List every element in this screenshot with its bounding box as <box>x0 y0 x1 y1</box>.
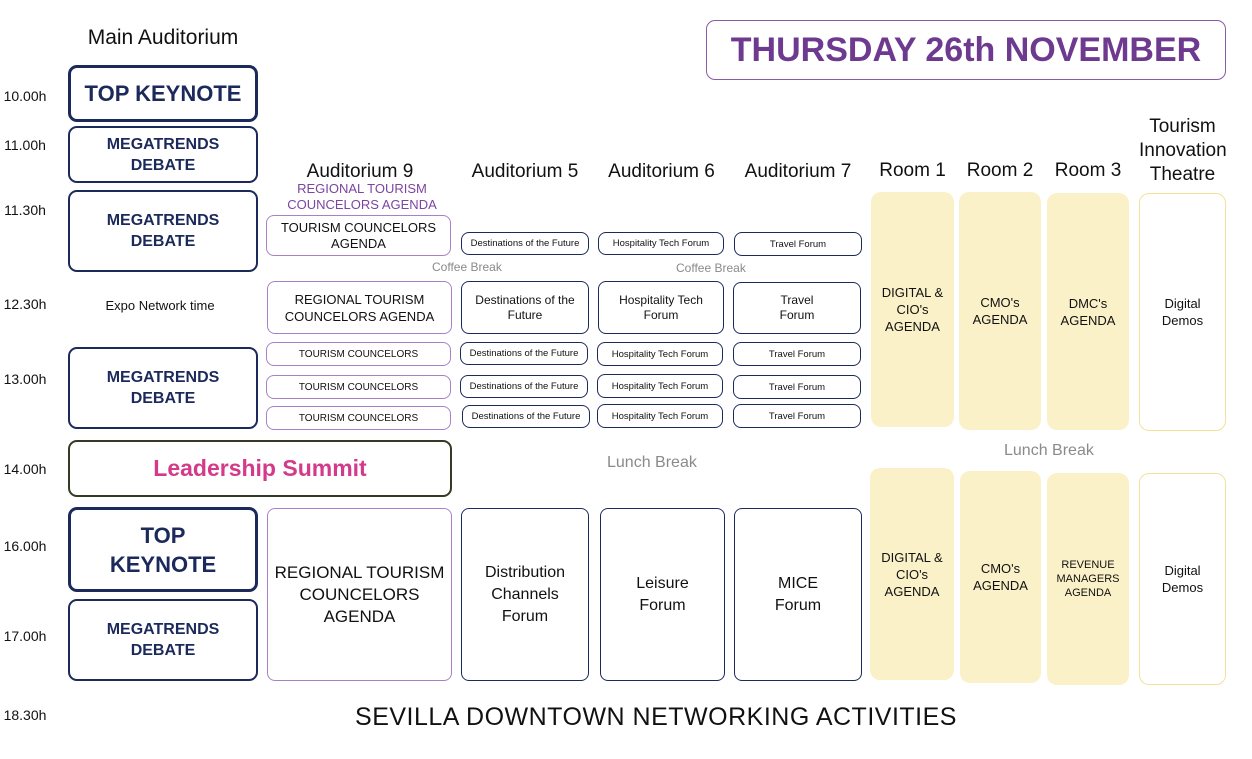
session-label: TOURISM COUNCELORS AGENDA <box>280 219 437 251</box>
session-label: TOURISM COUNCELORS <box>298 381 419 393</box>
session-cmo-agenda[interactable] <box>959 192 1041 430</box>
session-label: Travel Forum <box>779 293 815 322</box>
time-label: 16.00h <box>3 538 47 554</box>
session-tourism-councelors[interactable] <box>266 342 451 366</box>
session-label: TOURISM COUNCELORS <box>298 412 419 424</box>
session-regional-tourism-councelors[interactable] <box>267 281 452 334</box>
lunch-break: Lunch Break <box>607 454 697 471</box>
session-label: TOURISM COUNCELORS <box>298 348 419 360</box>
session-label: DIGITAL & CIO's AGENDA <box>881 549 943 599</box>
session-hospitality-tech-forum[interactable] <box>598 281 724 334</box>
session-label: Destinations of the Future <box>470 238 580 249</box>
session-hospitality-tech-forum[interactable] <box>598 232 724 255</box>
session-travel-forum[interactable] <box>734 232 862 256</box>
session-distribution-channels-forum[interactable] <box>461 508 589 681</box>
session-travel-forum[interactable] <box>733 342 861 366</box>
coffee-break: Coffee Break <box>432 260 502 274</box>
session-tourism-councelors[interactable] <box>266 375 451 399</box>
session-regional-tourism-councelors[interactable] <box>267 508 452 681</box>
session-megatrends-debate[interactable] <box>68 190 258 272</box>
session-label: TOP KEYNOTE <box>84 80 242 106</box>
session-destinations-of-the-future[interactable] <box>460 342 588 365</box>
session-destinations-of-the-future[interactable] <box>462 405 590 428</box>
session-mice-forum[interactable] <box>734 508 862 681</box>
expo-network-time: Expo Network time <box>105 298 215 313</box>
session-digital-cio-agenda[interactable] <box>871 192 954 427</box>
session-destinations-of-the-future[interactable] <box>461 281 589 334</box>
session-travel-forum[interactable] <box>733 404 861 428</box>
session-label: CMO's AGENDA <box>972 295 1028 327</box>
session-label: MICE Forum <box>774 574 822 614</box>
time-label: 13.00h <box>3 371 47 387</box>
session-label: Hospitality Tech Forum <box>611 348 709 360</box>
auditorium-9-subheader: REGIONAL TOURISM COUNCELORS AGENDA <box>287 181 437 212</box>
session-label: Leisure Forum <box>636 574 689 614</box>
session-label: Digital Demos <box>1161 296 1204 328</box>
session-label: Hospitality Tech Forum <box>611 410 709 422</box>
session-label: CMO's AGENDA <box>973 561 1028 593</box>
session-megatrends-debate[interactable] <box>68 347 258 429</box>
session-label: TOP KEYNOTE <box>109 522 217 577</box>
header-room-3: Room 3 <box>1054 160 1122 181</box>
session-tourism-councelors-agenda[interactable] <box>266 215 451 256</box>
session-label: MEGATRENDS DEBATE <box>106 135 220 174</box>
time-label: 14.00h <box>3 461 47 477</box>
session-label: Hospitality Tech Forum <box>619 292 703 322</box>
session-leisure-forum[interactable] <box>600 508 725 681</box>
day-title-text: THURSDAY 26th NOVEMBER <box>730 30 1202 69</box>
session-hospitality-tech-forum[interactable] <box>597 404 723 428</box>
session-travel-forum[interactable] <box>733 282 861 334</box>
session-top-keynote[interactable] <box>68 65 258 122</box>
session-digital-demos[interactable] <box>1139 193 1226 431</box>
header-auditorium-5: Auditorium 5 <box>471 161 579 182</box>
header-auditorium-6: Auditorium 6 <box>608 161 715 182</box>
session-label: REGIONAL TOURISM COUNCELORS AGENDA <box>274 562 445 626</box>
session-top-keynote[interactable] <box>68 507 258 592</box>
session-label: Travel Forum <box>768 348 826 360</box>
session-label: REGIONAL TOURISM COUNCELORS AGENDA <box>284 291 435 324</box>
header-main-auditorium: Main Auditorium <box>87 26 239 49</box>
header-auditorium-7: Auditorium 7 <box>744 161 852 182</box>
day-title <box>706 20 1226 80</box>
session-label: DMC's AGENDA <box>1060 295 1116 328</box>
lunch-break: Lunch Break <box>1004 442 1094 459</box>
session-label: Travel Forum <box>768 381 826 393</box>
session-cmo-agenda[interactable] <box>960 471 1041 683</box>
time-label: 11.00h <box>4 137 46 153</box>
session-label: DIGITAL & CIO's AGENDA <box>881 285 944 334</box>
session-label: Destinations of the Future <box>471 411 581 422</box>
session-label: Destinations of the Future <box>475 292 575 322</box>
session-leadership-summit[interactable] <box>68 440 452 497</box>
session-label: MEGATRENDS DEBATE <box>106 212 220 250</box>
session-label: Leadership Summit <box>153 455 367 481</box>
session-label: Travel Forum <box>768 410 826 422</box>
time-label: 10.00h <box>3 88 47 104</box>
header-tourism-innovation-theatre: Tourism Innovation Theatre <box>1139 116 1227 185</box>
session-tourism-councelors[interactable] <box>266 406 451 430</box>
session-travel-forum[interactable] <box>733 375 861 399</box>
session-revenue-managers-agenda[interactable] <box>1047 473 1129 685</box>
header-room-1: Room 1 <box>879 160 946 181</box>
session-dmc-agenda[interactable] <box>1047 193 1129 430</box>
session-label: Hospitality Tech Forum <box>611 380 709 392</box>
coffee-break: Coffee Break <box>676 261 746 275</box>
session-label: Destinations of the Future <box>469 348 579 359</box>
session-label: MEGATRENDS DEBATE <box>106 621 220 659</box>
session-label: Hospitality Tech Forum <box>612 238 710 249</box>
session-label: Distribution Channels Forum <box>484 563 566 625</box>
session-label: Digital Demos <box>1161 563 1204 595</box>
session-label: REVENUE MANAGERS AGENDA <box>1056 559 1120 599</box>
footer-networking-activities: SEVILLA DOWNTOWN NETWORKING ACTIVITIES <box>355 703 957 731</box>
time-label: 12.30h <box>3 296 47 312</box>
session-megatrends-debate[interactable] <box>68 126 258 183</box>
session-digital-cio-agenda[interactable] <box>870 468 954 680</box>
session-hospitality-tech-forum[interactable] <box>597 374 723 398</box>
session-hospitality-tech-forum[interactable] <box>597 342 723 366</box>
session-digital-demos[interactable] <box>1139 473 1226 685</box>
session-label: Travel Forum <box>769 238 827 250</box>
time-label: 18.30h <box>3 707 47 723</box>
session-destinations-of-the-future[interactable] <box>460 375 588 398</box>
time-label: 11.30h <box>4 202 46 218</box>
header-room-2: Room 2 <box>966 160 1034 181</box>
time-label: 17.00h <box>3 628 47 644</box>
session-label: Destinations of the Future <box>469 381 579 392</box>
session-destinations-of-the-future[interactable] <box>461 232 589 255</box>
header-auditorium-9: Auditorium 9 <box>306 161 414 182</box>
session-label: MEGATRENDS DEBATE <box>106 369 220 407</box>
session-megatrends-debate[interactable] <box>68 599 258 681</box>
